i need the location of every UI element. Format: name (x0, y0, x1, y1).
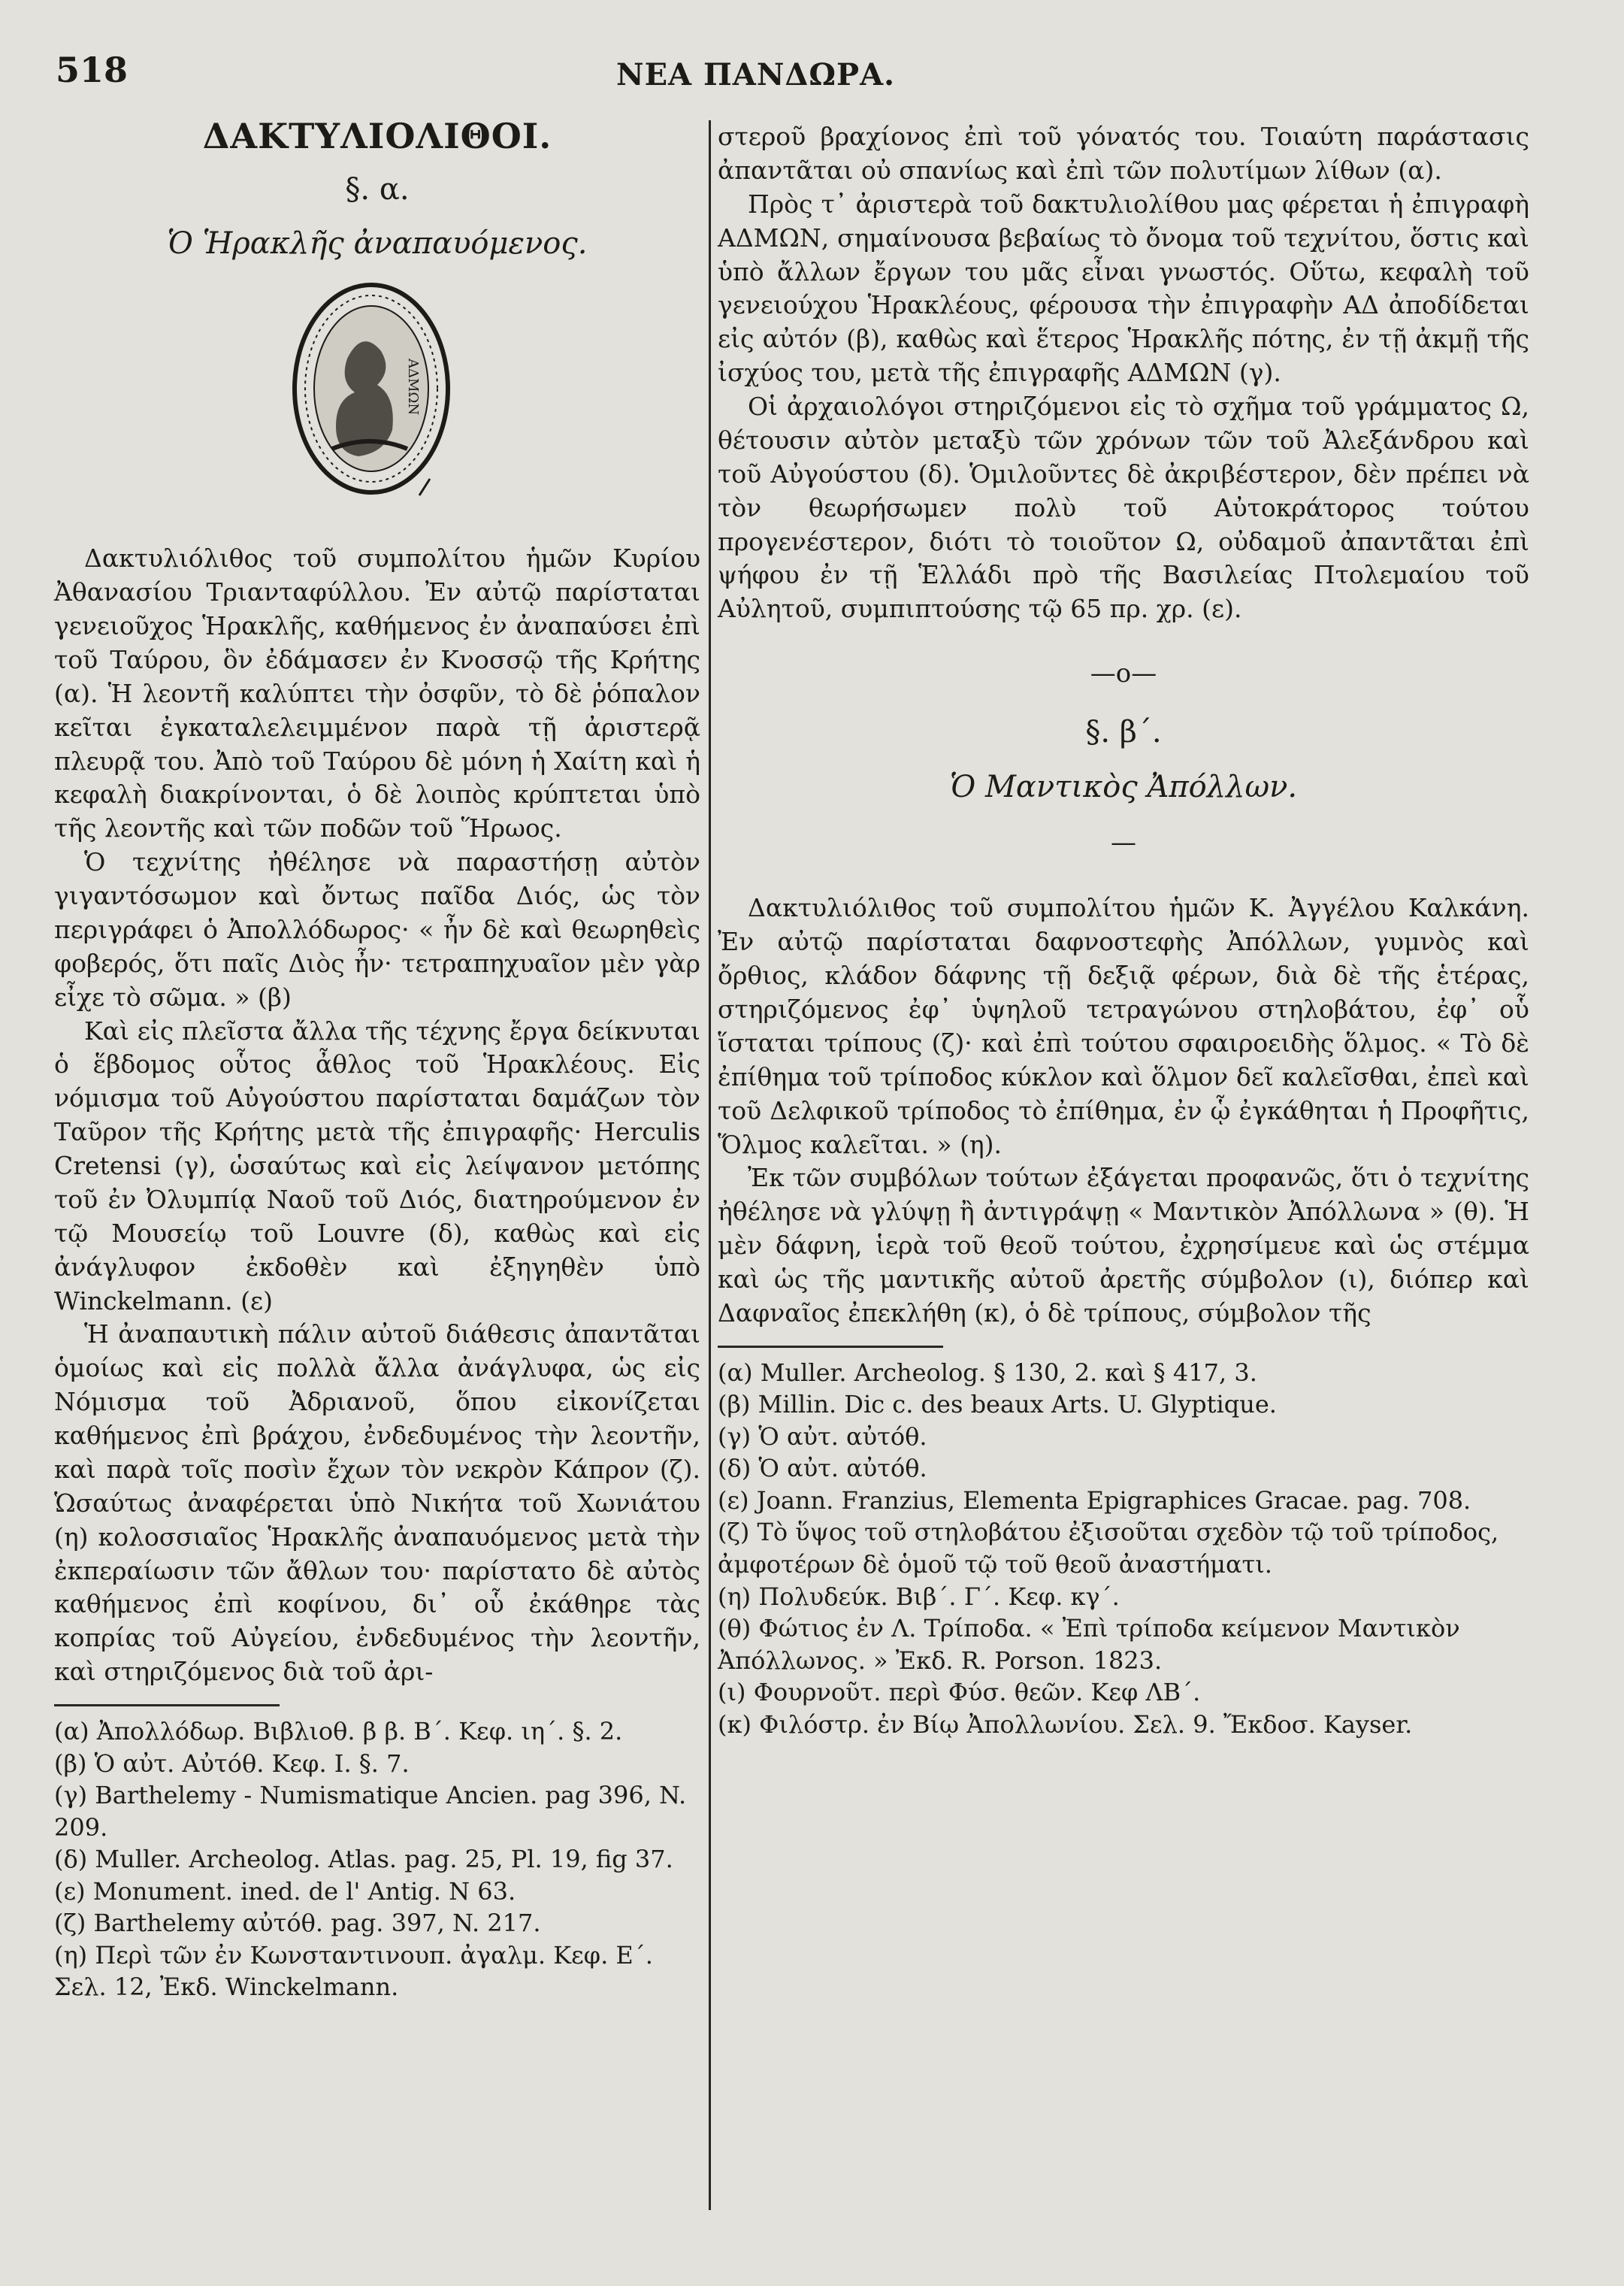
column-divider (709, 120, 711, 2210)
section-title: ΔΑΚΤΥΛΙΟΛΙΘΟΙ. (202, 116, 552, 156)
section-mark-alpha: §. α. (345, 171, 410, 207)
footnote: (ε) Joann. Franzius, Elementa Epigraphices Gracae. pag. 708. (718, 1485, 1471, 1515)
footnote: (ι) Φουρνοῦτ. περὶ Φύσ. θεῶν. Κεφ ΛΒ΄. (718, 1678, 1201, 1707)
footnote: (κ) Φιλόστρ. ἐν Βίῳ Ἀπολλωνίου. Σελ. 9. Ἔκδοσ. Kayser. (718, 1709, 1413, 1739)
paragraph: στεροῦ βραχίονος ἐπὶ τοῦ γόνατός του. Τοιαύτη παράστασις ἀπαντᾶται οὐ σπανίως καὶ ἐπὶ τῶν πολυτίμων λίθων (α). (718, 122, 1529, 185)
gem-figure (54, 276, 700, 531)
footnote: (γ) Ὁ αὐτ. αὐτόθ. (718, 1422, 927, 1451)
article-title-apollo: Ὁ Μαντικὸς Ἀπόλλων. (949, 769, 1298, 804)
footnotes-left (54, 1715, 700, 2003)
paragraph: Ἐκ τῶν συμβόλων τούτων ἐξάγεται προφανῶς, ὅτι ὁ τεχνίτης ἠθέλησε νὰ γλύψῃ ἢ ἀντιγράψῃ « Μαντικὸν Ἀπόλλωνα » (θ). Ἡ μὲν δάφνη, ἱερὰ τοῦ θεοῦ τούτου, ἐχρησίμευε καὶ ὡς στέμμα καὶ ὡς τῆς μαντικῆς αὐτοῦ ἀρετῆς σύμβολον (ι), διόπερ καὶ Δαφναῖος ἐπεκλήθη (κ), ὁ δὲ τρίπους, σύμβολον τῆς (718, 1163, 1529, 1328)
paragraph: Ὁ τεχνίτης ἠθέλησε νὰ παραστήσῃ αὐτὸν γιγαντόσωμον καὶ ὄντως παῖδα Διός, ὡς τὸν περιγράφει ὁ Ἀπολλόδωρος· « ἦν δὲ καὶ θεωρηθεὶς φοβερός, ὅτι παῖς Διὸς ἦν· τετραπηχυαῖον μὲν γὰρ εἶχε τὸ σῶμα. » (β) (54, 847, 700, 1012)
footnote: (γ) Barthelemy - Numismatique Ancien. pag 396, N. 209. (54, 1781, 687, 1842)
section-mark-beta: §. β΄. (1085, 715, 1162, 750)
gem-illustration (287, 276, 460, 531)
footnote: (ζ) Τὸ ὕψος τοῦ στηλοβάτου ἐξισοῦται σχεδὸν τῷ τοῦ τρίποδος, ἀμφοτέρων δὲ ὁμοῦ τῷ τοῦ θεοῦ ἀναστήματι. (718, 1518, 1499, 1579)
paragraph: Δακτυλιόλιθος τοῦ συμπολίτου ἡμῶν Κυρίου Ἀθανασίου Τριανταφύλλου. Ἐν αὐτῷ παρίσταται γενειοῦχος Ἡρακλῆς, καθήμενος ἐν ἀναπαύσει ἐπὶ τοῦ Ταύρου, ὃν ἐδάμασεν ἐν Κνοσσῷ τῆς Κρήτης (α). Ἡ λεοντῆ καλύπτει τὴν ὀσφῦν, τὸ δὲ ῥόπαλον κεῖται ἐγκαταλελειμμένον παρὰ τῇ ἀριστερᾷ πλευρᾷ του. Ἀπὸ τοῦ Ταύρου δὲ μόνη ἡ Χαίτη καὶ ἡ κεφαλὴ διακρίνονται, ὁ δὲ λοιπὸς κρύπτεται ὑπὸ τῆς λεοντῆς καὶ τῶν ποδῶν τοῦ Ἥρωος. (54, 543, 700, 843)
footnote: (δ) Ὁ αὐτ. αὐτόθ. (718, 1454, 927, 1483)
footnote: (β) Millin. Dic c. des beaux Arts. U. Glyptique. (718, 1390, 1277, 1419)
left-column (54, 113, 700, 2003)
footnote: (η) Περὶ τῶν ἐν Κωνσταντινουπ. ἀγαλμ. Κεφ. Ε΄. Σελ. 12, Ἐκδ. Winckelmann. (54, 1940, 653, 2002)
footnote-rule (718, 1346, 943, 1348)
separator: —o— (1090, 659, 1157, 689)
footnote: (α) Ἀπολλόδωρ. Βιβλιοθ. β β. Β΄. Κεφ. ιη΄. §. 2. (54, 1717, 623, 1746)
article-title-herakles: Ὁ Ἡρακλῆς ἀναπαυόμενος. (167, 226, 588, 261)
right-column (718, 120, 1529, 1740)
footnotes-right (718, 1357, 1529, 1741)
footnote: (α) Muller. Archeolog. § 130, 2. καὶ § 417, 3. (718, 1358, 1257, 1387)
paragraph: Δακτυλιόλιθος τοῦ συμπολίτου ἡμῶν Κ. Ἀγγέλου Καλκάνη. Ἐν αὐτῷ παρίσταται δαφνοστεφὴς Ἀπόλλων, γυμνὸς καὶ ὄρθιος, κλάδον δάφνης τῇ δεξιᾷ φέρων, διὰ δὲ τῆς ἑτέρας, στηριζόμενος ἐφ᾽ ὑψηλοῦ τετραγώνου στηλοβάτου, ἐφ᾽ οὗ ἵσταται τρίπους (ζ)· καὶ ἐπὶ τούτου σφαιροειδὴς ὅλμος. « Τὸ δὲ ἐπίθημα τοῦ τρίποδος κύκλον καὶ ὅλμον δεῖ καλεῖσθαι, ἐπεὶ καὶ τοῦ Δελφικοῦ τρίποδος τὸ ἐπίθημα, ἐν ᾧ ἐγκάθηται ἡ Προφῆτις, Ὅλμος καλεῖται. » (η). (718, 893, 1529, 1159)
footnote: (ε) Monument. ined. de l' Antig. N 63. (54, 1876, 516, 1906)
footnote: (β) Ὁ αὐτ. Αὐτόθ. Κεφ. I. §. 7. (54, 1749, 410, 1778)
footnote: (η) Πολυδεύκ. Βιβ΄. Γ΄. Κεφ. κγ΄. (718, 1582, 1120, 1611)
paragraph: Οἱ ἀρχαιολόγοι στηριζόμενοι εἰς τὸ σχῆμα τοῦ γράμματος Ω, θέτουσιν αὐτὸν μεταξὺ τῶν χρόνων τῶν τοῦ Ἀλεξάνδρου καὶ τοῦ Αὐγούστου (δ). Ὁμιλοῦντες δὲ ἀκριβέστερον, δὲν πρέπει νὰ τὸν θεωρήσωμεν πολὺ τοῦ Αὐτοκράτορος τούτου προγενέστερον, διότι τὸ τοιοῦτον Ω, οὐδαμοῦ ἀπαντᾶται ἐπὶ ψήφου ἐν τῇ Ἑλλάδι πρὸ τῆς Βασιλείας Πτολεμαίου τοῦ Αὐλητοῦ, συμπιπτούσης τῷ 65 πρ. χρ. (ε). (718, 392, 1529, 624)
running-title: ΝΕΑ ΠΑΝΔΩΡΑ. (616, 57, 896, 92)
paragraph: Καὶ εἰς πλεῖστα ἄλλα τῆς τέχνης ἔργα δείκνυται ὁ ἕβδομος οὗτος ἆθλος τοῦ Ἡρακλέους. Εἰς νόμισμα τοῦ Αὐγούστου παρίσταται δαμάζων τὸν Ταῦρον τῆς Κρήτης μετὰ τῆς ἐπιγραφῆς· Herculis Cretensi (γ), ὡσαύτως καὶ εἰς λείψανον μετόπης τοῦ ἐν Ὀλυμπίᾳ Ναοῦ τοῦ Διός, διατηρούμενον ἐν τῷ Μουσείῳ τοῦ Louvre (δ), καθὼς καὶ εἰς ἀνάγλυφον ἐκδοθὲν καὶ ἐξηγηθὲν ὑπὸ Winckelmann. (ε) (54, 1016, 700, 1316)
paragraph: Πρὸς τ᾽ ἀριστερὰ τοῦ δακτυλιολίθου μας φέρεται ἡ ἐπιγραφὴ ΑΔΜΩΝ, σημαίνουσα βεβαίως τὸ ὄνομα τοῦ τεχνίτου, ὅστις καὶ ὑπὸ ἄλλων ἔργων του μᾶς εἶναι γνωστός. Οὕτω, κεφαλὴ τοῦ γενειούχου Ἡρακλέους, φέρουσα τὴν ἐπιγραφὴν ΑΔ ἀποδίδεται εἰς αὐτόν (β), καθὼς καὶ ἕτερος Ἡρακλῆς πότης, ἐν τῇ ἀκμῇ τῆς ἰσχύος του, μετὰ τῆς ἐπιγραφῆς ΑΔΜΩΝ (γ). (718, 189, 1529, 388)
paragraph: Ἡ ἀναπαυτικὴ πάλιν αὐτοῦ διάθεσις ἀπαντᾶται ὁμοίως καὶ εἰς πολλὰ ἄλλα ἀνάγλυφα, ὡς εἰς Νόμισμα τοῦ Ἀδριανοῦ, ὅπου εἰκονίζεται καθήμενος ἐπὶ βράχου, ἐνδεδυμένος τὴν λεοντῆν, καὶ παρὰ τοῖς ποσὶν ἔχων τὸν νεκρὸν Κάπρον (ζ). Ὡσαύτως ἀναφέρεται ὑπὸ Νικήτα τοῦ Χωνιάτου (η) κολοσσιαῖος Ἡρακλῆς ἀναπαυόμενος μετὰ τὴν ἐκπεραίωσιν τῶν ἄθλων του· παρίστατο δὲ αὐτὸς καθήμενος ἐπὶ κοφίνου, δι᾽ οὗ ἐκάθηρε τὰς κοπρίας τοῦ Αὐγείου, ἐνδεδυμένος τὴν λεοντῆν, καὶ στηριζόμενος διὰ τοῦ ἀρι- (54, 1319, 700, 1687)
footnote: (θ) Φώτιος ἐν Λ. Τρίποδα. « Ἐπὶ τρίποδα κείμενον Μαντικὸν Ἀπόλλωνος. » Ἐκδ. R. Porson. 1823. (718, 1614, 1460, 1675)
page-number: 518 (56, 50, 129, 90)
footnote-rule (54, 1704, 280, 1706)
short-rule: — (1111, 828, 1136, 858)
footnote: (δ) Muller. Archeolog. Atlas. pag. 25, Pl. 19, fig 37. (54, 1845, 673, 1874)
gem-inscription: ΑΔΜΩΝ (405, 359, 421, 416)
footnote: (ζ) Barthelemy αὐτόθ. pag. 397, N. 217. (54, 1909, 541, 1938)
